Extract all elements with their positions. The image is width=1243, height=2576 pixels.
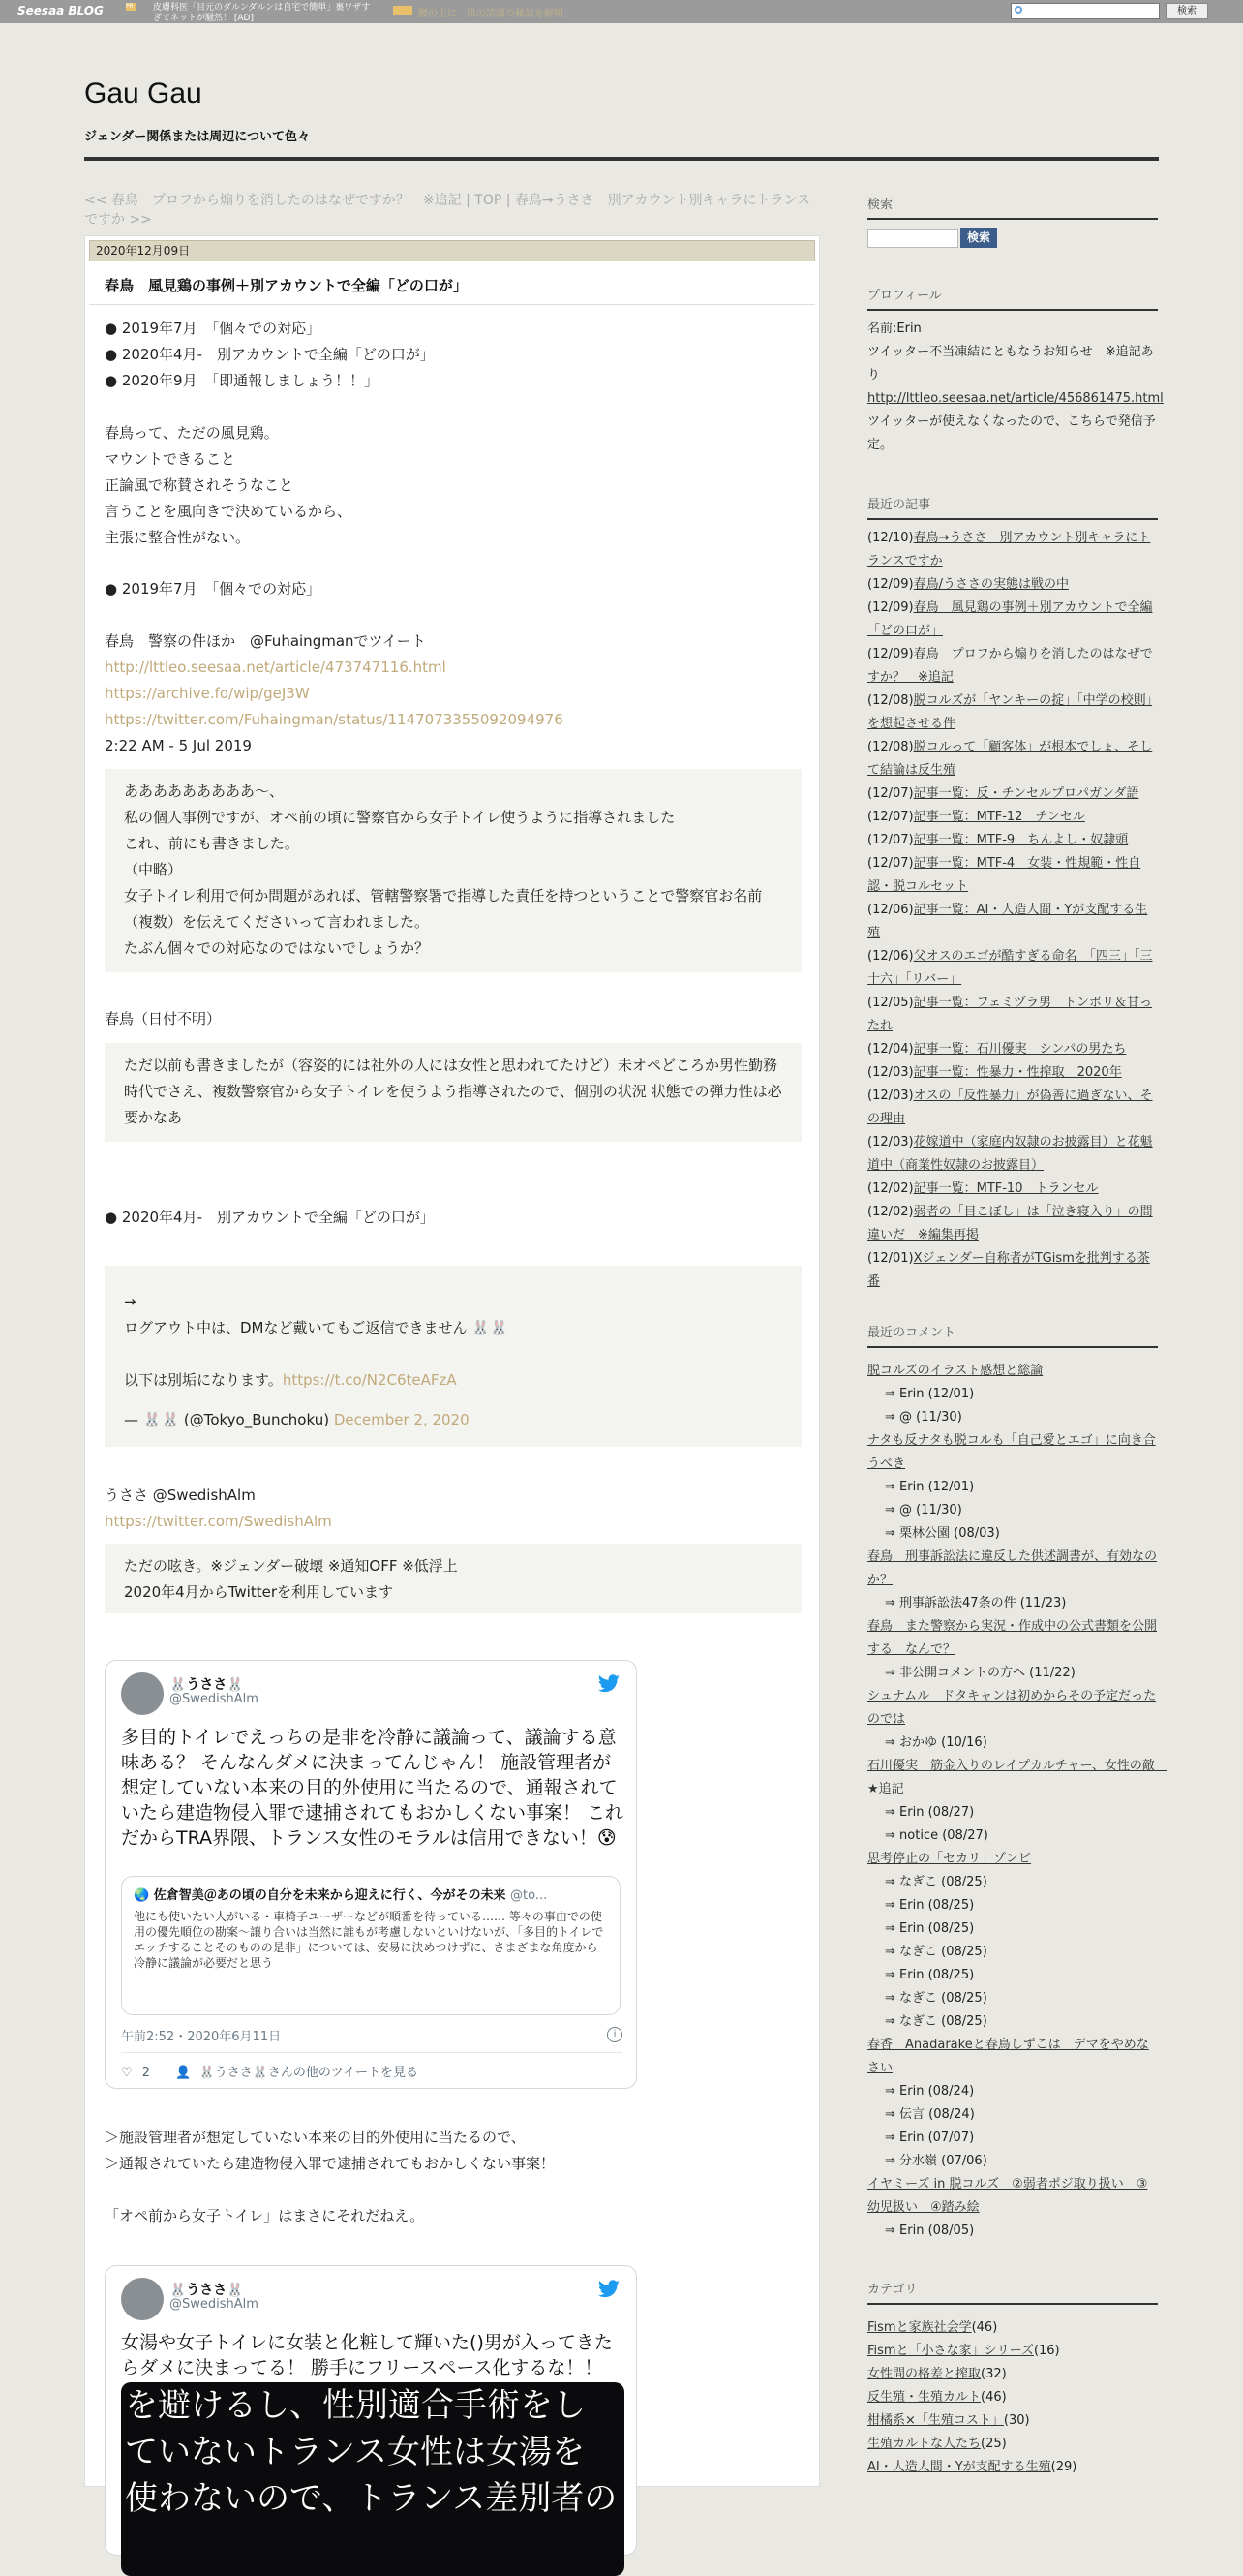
recent-article-link[interactable]: 記事一覧：MTF-9 ちんよし・奴隷頭 [913, 833, 1129, 847]
image-text-line: を避けるし、性別適合手術をし [125, 2386, 586, 2425]
image-text-line: ていないトランス女性は女湯を [125, 2433, 585, 2471]
tweet-text: 多目的トイレでえっちの是非を冷静に議論って、議論する意味ある？ そんなんダメに決まってんじゃん！ 施設管理者が想定していない本来の目的外使用に当たるので、通報されていたら建造物侵入罪で逮捕されてもおかしくない事案！ これだからTRA界隈、トランス女性のモラルは信用できない！😰 [121, 1727, 624, 1849]
comment-entry: ⇒ Erin (12/01) [885, 1387, 975, 1401]
recent-articles-list [867, 527, 1158, 1294]
profile-note: ツイッターが使えなくなったので、こちらで発信予定。 [867, 414, 1156, 452]
recent-article-date: (12/03) [867, 1089, 914, 1103]
breadcrumb-separator: | [461, 193, 475, 208]
recent-article-link[interactable]: 記事一覧：反・チンセルプロパガンダ語 [913, 786, 1139, 801]
quoted-author-name: 🌏 佐倉智美＠あの頃の自分を未来から迎えに行く、今がその未来 [134, 1888, 506, 1903]
category-item [867, 2363, 1158, 2386]
comment-article-title[interactable]: 春鳥 刑事訴訟法に違反した供述調書が、有効なのか？ [867, 1549, 1158, 1587]
usasa-profile [105, 1483, 802, 1535]
category-item [867, 2340, 1158, 2363]
recent-article-link[interactable]: 脱コルズが「ヤンキーの掟」「中学の校則」を想起させる件 [867, 693, 1153, 731]
comment-entry: ⇒ Erin (08/05) [885, 2223, 975, 2238]
intro-line: 主張に整合性がない。 [105, 529, 251, 546]
recent-article-link[interactable]: 弱者の「目こぼし」は「泣き寝入り」の間違いだ ※編集再掲 [867, 1205, 1153, 1242]
comment-article-title[interactable]: 春鳥 また警察から実況・作成中の公式書類を公開する なんで？ [867, 1619, 1158, 1657]
embed-author-line [124, 1407, 782, 1433]
tweet-timestamp[interactable]: 午前2:52・2020年6月11日 [121, 2030, 282, 2044]
sidebar-search-heading: 検索 [867, 194, 1158, 220]
category-count: (16) [1033, 2344, 1060, 2358]
section-heading: ● 2019年7月 「個々での対応」 [105, 580, 321, 598]
comment-entry: ⇒ @ (11/30) [885, 1410, 962, 1425]
profile-note: ツイッター不当凍結にともなうお知らせ ※追記あり [867, 345, 1154, 383]
category-link[interactable]: 反生殖・生殖カルト [867, 2390, 982, 2405]
recent-article-item [867, 643, 1158, 690]
comment-entry: ⇒ @ (11/30) [885, 1503, 962, 1518]
post-title: 春鳥 風見鶏の事例＋別アカウントで全編「どの口が」 [105, 277, 468, 294]
recent-article-item [867, 1038, 1158, 1061]
embed-line [124, 1367, 782, 1394]
recent-article-date: (12/01) [867, 1251, 914, 1266]
comment-entry: ⇒ なぎこ (08/25) [885, 1991, 987, 2006]
recent-article-date: (12/03) [867, 1065, 914, 1080]
recent-article-item [867, 597, 1158, 643]
comment-article-link[interactable] [867, 1615, 1158, 1662]
recent-article-link[interactable]: 記事一覧：MTF-12 チンセル [913, 810, 1085, 824]
tweet-author-name[interactable]: 🐰うささ🐰 [169, 1677, 244, 1693]
top-search-button[interactable]: 検索 [1166, 3, 1208, 19]
comment-article-title[interactable]: イヤミーズ in 脱コルズ ②弱者ポジ取り扱い ③幼児扱い ④踏み絵 [867, 2177, 1148, 2215]
category-link[interactable]: 柑橘系×「生殖コスト」 [867, 2413, 1004, 2428]
recent-article-link[interactable]: 花嫁道中（家庭内奴隷のお披露目）と花魁道中（商業性奴隷のお披露目） [867, 1135, 1153, 1173]
person-icon: 👤 [175, 2066, 192, 2080]
recent-article-item [867, 1178, 1158, 1201]
like-count: 2 [141, 2066, 151, 2080]
embedded-tweet[interactable] [105, 2265, 637, 2556]
article-link[interactable]: http://lttleo.seesaa.net/article/473747116.html [105, 659, 446, 676]
sidebar-comments-heading: 最近のコメント [867, 1322, 1158, 1348]
comment-article-link[interactable] [867, 1848, 1158, 1871]
comment-entry: ⇒ Erin (08/25) [885, 1898, 975, 1913]
tweet-text: 女湯や女子トイレに女装と化粧して輝いた()男が入ってきたらダメに決まってる！ 勝手にフリースペース化するな！！ [121, 2332, 613, 2378]
recent-article-date: (12/07) [867, 856, 914, 871]
comment-entry: ⇒ notice (08/27) [885, 1828, 988, 1843]
article [84, 235, 820, 2518]
summary-item: ● 2020年9月 「即通報しましょう！！」 [105, 372, 379, 389]
categories [867, 2316, 1158, 2479]
summary-list [105, 316, 802, 394]
twitter-bird-icon[interactable] [597, 1674, 621, 1694]
comment-article-title[interactable]: 春香 Anadarakeと春鳥しずこは デマをやめなさい [867, 2038, 1149, 2075]
tweet-reference [105, 629, 802, 759]
category-link[interactable]: Fismと家族社会学 [867, 2320, 972, 2335]
ad-link-2[interactable]: 腰の上に 肌の清潔の秘訣を解明 [418, 9, 563, 19]
recent-article-link[interactable]: オスの「反性暴力」が偽善に過ぎない、その理由 [867, 1089, 1153, 1126]
summary-item: ● 2019年7月 「個々での対応」 [105, 320, 321, 337]
comment-entry: ⇒ 栗林公園 (08/03) [885, 1526, 1000, 1541]
category-link[interactable]: 女性間の格差と搾取 [867, 2367, 982, 2381]
recent-article-date: (12/02) [867, 1205, 914, 1219]
comment-entry: ⇒ Erin (12/01) [885, 1480, 975, 1494]
quote-line: （中略） [124, 861, 183, 878]
category-count: (32) [981, 2367, 1007, 2381]
comment-entry: ⇒ 非公開コメントの方へ (11/22) [885, 1666, 1076, 1680]
recent-article-item [867, 1247, 1158, 1294]
comment-article-link[interactable] [867, 2034, 1158, 2080]
intro-line: 春鳥って、ただの風見鶏。 [105, 424, 279, 442]
breadcrumb [84, 191, 820, 230]
category-link[interactable]: 生殖カルトな人たち [867, 2437, 982, 2451]
comment-entry: ⇒ なぎこ (08/25) [885, 1875, 987, 1889]
category-item [867, 2433, 1158, 2456]
recent-article-link[interactable]: 記事一覧：フェミヅラ男 トンボリ＆甘ったれ [867, 996, 1152, 1033]
site-title[interactable]: Gau Gau [84, 77, 202, 109]
recent-article-link[interactable]: Xジェンダー自称者がTGismを批判する茶番 [867, 1251, 1150, 1289]
recent-article-item [867, 899, 1158, 945]
quoted-line: ＞施設管理者が想定していない本来の目的外使用に当たるので、 [105, 2129, 526, 2146]
comment-entry: ⇒ 伝言 (08/24) [885, 2107, 975, 2122]
tweet-divider [121, 2052, 622, 2053]
avatar[interactable] [121, 2278, 164, 2320]
comment-entry: ⇒ おかゆ (10/16) [885, 1735, 987, 1750]
sidebar-profile [867, 318, 1164, 457]
category-count: (30) [1003, 2413, 1030, 2428]
intro-line: マウントできること [105, 450, 236, 468]
recent-article-item [867, 1131, 1158, 1178]
comment-article-title[interactable]: シュナムル ドタキャンは初めからその予定だったのでは [867, 1689, 1157, 1727]
blockquote [105, 769, 802, 972]
top-bar [0, 0, 1243, 23]
comment-article-link[interactable] [867, 1755, 1167, 1801]
section-heading: ● 2020年4月- 別アカウントで全編「どの口が」 [105, 1209, 435, 1226]
tweet-author-handle[interactable]: @SwedishAlm [169, 1692, 258, 1706]
category-item [867, 2409, 1158, 2433]
recent-article-item [867, 806, 1158, 829]
more-tweets-link[interactable]: 🐰うささ🐰さんの他のツイートを見る [198, 2066, 419, 2080]
image-text-line: 使わないので、トランス差別者の [125, 2479, 618, 2518]
category-link[interactable]: AI・人造人間・Yが支配する生殖 [867, 2460, 1051, 2474]
recent-article-link[interactable]: 記事一覧：MTF-10 トランセル [913, 1181, 1099, 1196]
post-date: 2020年12月09日 [89, 240, 815, 261]
recent-article-link[interactable]: 春鳥 プロフから煽りを消したのはなぜですか？ ※追記 [867, 647, 1153, 685]
comment-entry: ⇒ Erin (08/24) [885, 2084, 975, 2099]
recent-article-date: (12/08) [867, 740, 914, 754]
quote-line: たぶん個々での対応なのではないでしょうか？ [124, 939, 430, 957]
intro-paragraph [105, 420, 802, 551]
quoted-lines [105, 2125, 802, 2177]
bio-line: ただの呟き。※ジェンダー破壊 ※通知OFF ※低浮上 [124, 1557, 458, 1575]
category-count: (46) [981, 2390, 1007, 2405]
recent-article-date: (12/07) [867, 786, 914, 801]
like-icon[interactable]: ♡ [121, 2066, 133, 2080]
intro-line: 正論風で称賛されそうなこと [105, 476, 294, 494]
recent-article-link[interactable]: 父オスのエゴが酷すぎる命名 「四三」「三十六」「リバー」 [867, 949, 1153, 987]
usasa-link[interactable]: https://twitter.com/SwedishAlm [105, 1513, 332, 1530]
category-item [867, 2456, 1158, 2479]
category-count: (29) [1050, 2460, 1077, 2474]
quoted-line: ＞通報されていたら建造物侵入罪で逮捕されてもおかしくない事案！ [105, 2155, 556, 2172]
sidebar-recent-heading: 最近の記事 [867, 494, 1158, 520]
comment-article-link[interactable] [867, 1360, 1158, 1383]
category-item [867, 2316, 1158, 2340]
comment-entry: ⇒ 分水嶺 (07/06) [885, 2154, 987, 2168]
recent-article-link[interactable]: 脱コルって「顧客体」が根本でしょ、そして結論は反生殖 [867, 740, 1153, 778]
recent-article-date: (12/09) [867, 577, 914, 592]
site-description: ジェンダー関係または周辺について色々 [84, 130, 310, 144]
comment-paragraph: 「オペ前から女子トイレ」はまさにそれだねえ。 [105, 2207, 425, 2224]
embed-arrow: → [124, 1293, 136, 1310]
profile-name: 名前:Erin [867, 322, 922, 336]
recent-article-item [867, 945, 1158, 992]
sidebar-search-input[interactable] [867, 229, 958, 248]
breadcrumb-separator: | [501, 193, 515, 208]
embed-line: ログアウト中は、DMなど戴いてもご返信できません 🐰🐰 [124, 1319, 508, 1336]
quoted-author-handle: @to... [509, 1888, 548, 1903]
sidebar-profile-heading: プロフィール [867, 285, 1158, 311]
ad-link-1[interactable]: 皮膚科医「目元のダルンダルンは自宅で簡単」裏ワザすぎてネットが騒然！ [AD] [153, 3, 371, 23]
ad-icon [393, 6, 412, 15]
embedded-tweet-fallback [105, 1266, 802, 1447]
category-count: (46) [971, 2320, 998, 2335]
recent-article-item [867, 829, 1158, 852]
tweet-link[interactable]: https://twitter.com/Fuhaingman/status/1147073355092094976 [105, 711, 563, 728]
embed-date-link[interactable]: December 2, 2020 [333, 1411, 470, 1428]
tweet-time: 2:22 AM - 5 Jul 2019 [105, 737, 252, 754]
quoted-author [134, 1885, 608, 1903]
embed-text: 以下は別垢になります。 [124, 1371, 283, 1389]
recent-article-item [867, 852, 1158, 899]
sidebar-search-button[interactable]: 検索 [960, 228, 997, 248]
comment-entry: ⇒ Erin (08/27) [885, 1805, 975, 1820]
recent-article-date: (12/07) [867, 810, 914, 824]
comment-entry: ⇒ Erin (08/25) [885, 1921, 975, 1936]
recent-article-date: (12/06) [867, 949, 914, 964]
comment-article-link[interactable] [867, 1546, 1158, 1592]
recent-article-date: (12/08) [867, 693, 914, 708]
tweet-image[interactable] [121, 2382, 624, 2576]
tweet-ref-line: 春鳥 警察の件ほか @Fuhaingmanでツイート [105, 632, 426, 650]
recent-article-item [867, 782, 1158, 806]
recent-article-link[interactable]: 春鳥→うささ 別アカウント別キャラにトランスですか [867, 531, 1151, 568]
comment-entry: ⇒ Erin (07/07) [885, 2131, 975, 2145]
bio-line: 2020年4月からTwitterを利用しています [124, 1583, 393, 1601]
tweet-author-name[interactable]: 🐰うささ🐰 [169, 2283, 244, 2298]
category-list [867, 2316, 1158, 2479]
header-divider [84, 157, 1159, 161]
usasa-name: うささ @SwedishAlm [105, 1487, 256, 1504]
recent-article-date: (12/03) [867, 1135, 914, 1150]
category-count: (25) [981, 2437, 1007, 2451]
quoted-text: 他にも使いたい人がいる・車椅子ユーザーなどが順番を待っている…… 等々の事由での使用の優先順位の勘案～譲り合いは当然に誰もが考慮しないといけないが、「多目的トイレでエッチすることそのものの是非」については、安易に決めつけずに、さまざまな角度から冷静に議論が必要だと思う [134, 1910, 604, 1970]
top-link[interactable]: TOP [474, 193, 502, 208]
embedded-tweet[interactable] [105, 1660, 637, 2089]
blockquote: ただ以前も書きましたが（容姿的には社外の人には女性と思われてたけど）未オペどころか男性勤務時代でさえ、複数警察官から女子トイレを使うよう指導されたので、個別の状況 状態での弾力性は必要かなあ [105, 1043, 802, 1142]
pr-badge: PR [126, 3, 136, 11]
category-item [867, 2386, 1158, 2409]
recent-article-link[interactable]: 記事一覧：AI・人造人間・Yが支配する生殖 [867, 903, 1148, 940]
quote-line: 女子トイレ利用で何か問題があれば、管轄警察署で指導した責任を持つということで警察官お名前（複数）を伝えてくださいって言われました。 [124, 887, 763, 931]
profile-link[interactable]: http://lttleo.seesaa.net/article/456861475.html [867, 391, 1164, 406]
comment-article-title[interactable]: ナタも反ナタも脱コルも「自己愛とエゴ」に向き合うべき [867, 1433, 1156, 1471]
recent-comments-list [867, 1360, 1167, 2243]
comment-entry: ⇒ なぎこ (08/25) [885, 2014, 987, 2029]
recent-article-date: (12/10) [867, 531, 914, 545]
comment-entry: ⇒ なぎこ (08/25) [885, 1945, 987, 1959]
summary-item: ● 2020年4月- 別アカウントで全編「どの口が」 [105, 346, 435, 363]
recent-article-item [867, 992, 1158, 1038]
label-unknown-date: 春鳥（日付不明） [105, 1010, 222, 1027]
recent-article-date: (12/09) [867, 647, 914, 661]
quoted-tweet[interactable] [121, 1876, 621, 2015]
title-divider [89, 304, 815, 305]
recent-article-link[interactable]: 記事一覧：性暴力・性搾取 2020年 [913, 1065, 1122, 1080]
recent-article-link[interactable]: 春鳥/うささの実態は戦の中 [913, 577, 1069, 592]
quote-line: あああああああああ～、 [124, 782, 285, 800]
recent-article-item [867, 736, 1158, 782]
recent-article-item [867, 1085, 1158, 1131]
comment-entry: ⇒ Erin (08/25) [885, 1968, 975, 1982]
archive-link[interactable]: https://archive.fo/wip/geJ3W [105, 685, 310, 702]
comment-article-link[interactable] [867, 1429, 1158, 1476]
comment-article-title[interactable]: 脱コルズのイラスト感想と総論 [867, 1364, 1044, 1378]
recent-article-item [867, 527, 1158, 573]
top-search-input[interactable] [1011, 3, 1160, 19]
recent-article-item [867, 1061, 1158, 1085]
quote-line: これ、前にも書きました。 [124, 835, 299, 852]
recent-article-date: (12/04) [867, 1042, 914, 1057]
embed-link[interactable]: https://t.co/N2C6teAFzA [282, 1371, 457, 1389]
sidebar-category-heading: カテゴリ [867, 2279, 1158, 2305]
recent-article-link[interactable]: 記事一覧：石川優実 シンパの男たち [913, 1042, 1127, 1057]
prev-article-link[interactable]: << 春鳥 プロフから煽りを消したのはなぜですか？ ※追記 [84, 193, 462, 208]
quote-line: 私の個人事例ですが、オペ前の頃に警察官から女子トイレ使うように指導されました [124, 809, 676, 826]
next-article-link[interactable]: 春鳥→うささ 別アカウント別キャラにトランスですか >> [84, 193, 811, 228]
recent-articles [867, 527, 1158, 1294]
embed-author: — 🐰🐰 (@Tokyo_Bunchoku) [124, 1411, 330, 1428]
recent-article-date: (12/07) [867, 833, 914, 847]
seesaa-logo[interactable]: Seesaa BLOG [17, 4, 104, 17]
comment-entry: ⇒ 刑事訴訟法47条の件 (11/23) [885, 1596, 1067, 1610]
recent-article-link[interactable]: 記事一覧：MTF-4 女装・性規範・性自認・脱コルセット [867, 856, 1141, 894]
info-icon[interactable]: i [607, 2027, 622, 2042]
recent-article-item [867, 573, 1158, 597]
recent-article-date: (12/09) [867, 600, 914, 615]
tweet-author-handle[interactable]: @SwedishAlm [169, 2297, 258, 2312]
recent-comments [867, 1360, 1167, 2243]
recent-article-item [867, 1201, 1158, 1247]
recent-article-date: (12/05) [867, 996, 914, 1010]
tweet-actions [121, 2062, 418, 2080]
twitter-bird-icon[interactable] [597, 2280, 621, 2299]
comment-article-title[interactable]: 石川優実 筋金入りのレイプカルチャー、女性の敵 ★追記 [867, 1759, 1167, 1796]
usasa-bio [105, 1544, 802, 1613]
comment-article-link[interactable] [867, 2173, 1158, 2220]
category-link[interactable]: Fismと「小さな家」シリーズ [867, 2344, 1034, 2358]
recent-article-date: (12/06) [867, 903, 914, 917]
comment-article-link[interactable] [867, 1685, 1158, 1732]
recent-article-date: (12/02) [867, 1181, 914, 1196]
avatar[interactable] [121, 1672, 164, 1715]
recent-article-link[interactable]: 春鳥 風見鶏の事例＋別アカウントで全編「どの口が」 [867, 600, 1153, 638]
comment-article-title[interactable]: 思考停止の「セカリ」ゾンビ [867, 1852, 1032, 1866]
search-icon [1015, 6, 1022, 14]
intro-line: 言うことを風向きで決めているから、 [105, 503, 352, 520]
recent-article-item [867, 690, 1158, 736]
